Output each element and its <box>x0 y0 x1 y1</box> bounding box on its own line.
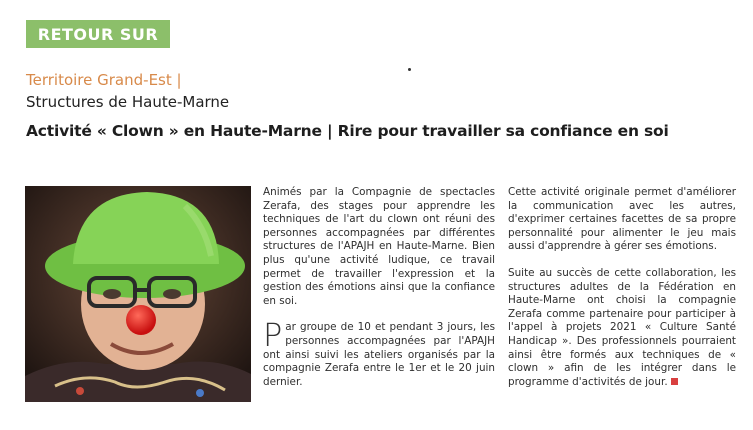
paragraph-activity: Cette activité originale permet d'améliorer la communication avec les autres, d'exprimer certaines facettes de sa propre personnalité pour alimenter le jeu mais aussi d'apprendre à gérer ses émotions. <box>508 186 736 253</box>
drop-cap: P <box>263 316 283 355</box>
clown-photo <box>25 186 251 402</box>
structure-subtitle: Structures de Haute-Marne <box>26 93 230 111</box>
end-of-article-mark <box>671 378 678 385</box>
clown-portrait-illustration <box>25 186 251 402</box>
paragraph-groups-text: ar groupe de 10 et pendant 3 jours, les personnes accompagnées par l'APAJH ont ainsi suivi les ateliers organisés par la compagnie Zerafa entre le 1er et le 20 juin dernier. <box>263 321 495 388</box>
article-column-1 <box>263 186 495 402</box>
article-column-2 <box>508 186 736 402</box>
print-speck <box>408 68 411 71</box>
region-kicker: Territoire Grand-Est | <box>26 71 182 89</box>
banner-label: RETOUR SUR <box>37 24 159 44</box>
section-banner <box>26 20 170 48</box>
article-headline: Activité « Clown » en Haute-Marne | Rire pour travailler sa confiance en soi <box>26 122 669 140</box>
paragraph-intro: Animés par la Compagnie de spectacles Zerafa, des stages pour apprendre les techniques de l'art du clown ont réuni des personnes accompagnées par différentes structures de l'APAJH en Haute-Marne. Bien plus qu'une activité ludique, ce travail permet de travailler l'expression et la gestion des émotions ainsi que la confiance en soi. <box>263 186 495 307</box>
paragraph-followup <box>508 267 736 389</box>
paragraph-followup-text: Suite au succès de cette collaboration, les structures adultes de la Fédération en Haute-Marne ont choisi la compagnie Zerafa comme partenaire pour participer à l'appel à projets 2021 « Culture Santé Handicap ». Des professionnels pourraient ainsi être formés aux techniques de « clown » afin de les intégrer dans le programme d'activités de jour. <box>508 266 736 388</box>
paragraph-groups <box>263 316 495 389</box>
